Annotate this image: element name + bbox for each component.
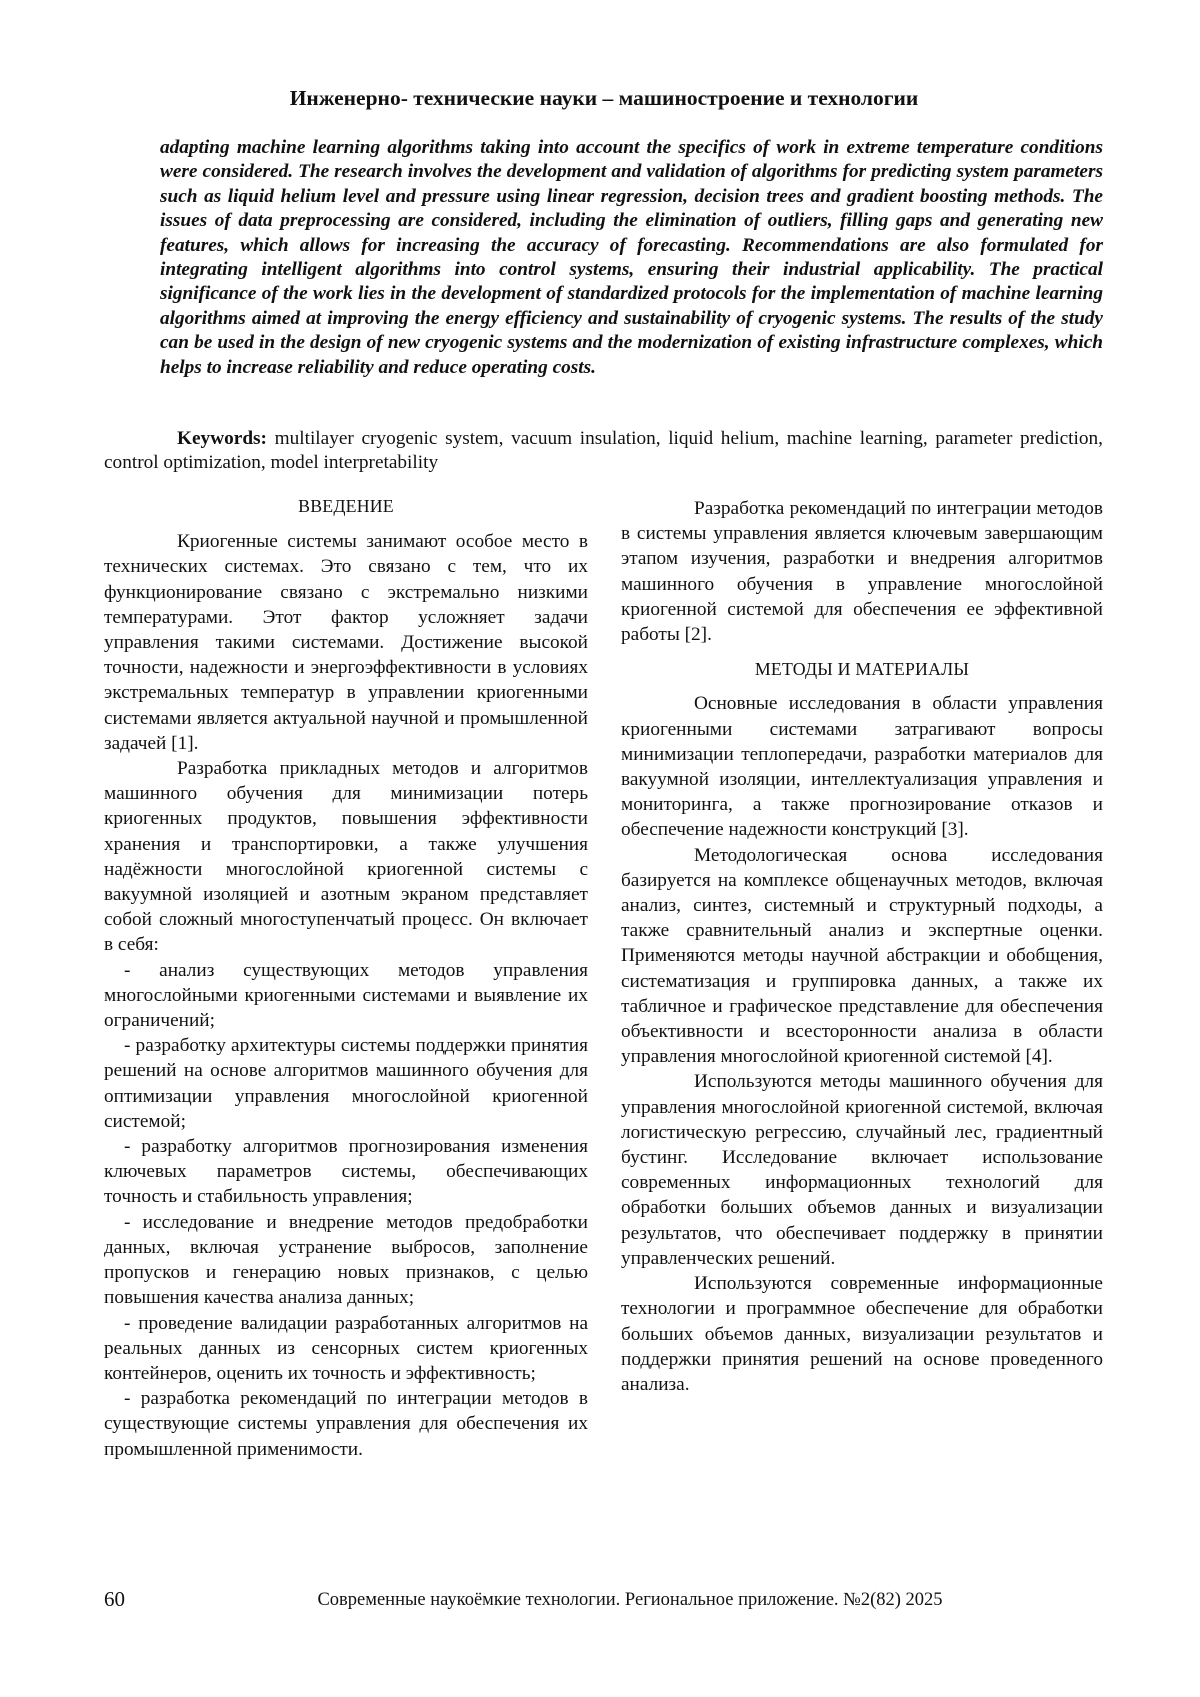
keywords bbox=[104, 427, 1103, 475]
paragraph: Используются современные информационные технологии и программное обеспечение для обработки больших объемов данных, визуализации результатов и поддержки принятия решений на основе проведенного анализа. bbox=[621, 1273, 1103, 1395]
keywords-text: multilayer cryogenic system, vacuum insulation, liquid helium, machine learning, parameter prediction, control optimization, model interpretability bbox=[104, 428, 1103, 473]
abstract-english: adapting machine learning algorithms taking into account the specifics of work in extreme temperature conditions were considered. The research involves the development and validation of algorithms for predicting system parameters such as liquid helium level and pressure using linear regression, decision trees and gradient boosting methods. The issues of data preprocessing are considered, including the elimination of outliers, filling gaps and generating new features, which allows for increasing the accuracy of forecasting. Recommendations are also formulated for integrating intelligent algorithms into control systems, ensuring their industrial applicability. The practical significance of the work lies in the development of standardized protocols for the implementation of machine learning algorithms aimed at improving the energy efficiency and sustainability of cryogenic systems. The results of the study can be used in the design of new cryogenic systems and the modernization of existing infrastructure complexes, which helps to increase reliability and reduce operating costs. bbox=[160, 137, 1103, 378]
left-column bbox=[104, 494, 588, 1462]
section-heading-introduction: ВВЕДЕНИЕ bbox=[298, 496, 394, 516]
list-item: - исследование и внедрение методов предобработки данных, включая устранение выбросов, заполнение пропусков и генерацию новых признаков, с целью повышения качества анализа данных; bbox=[104, 1211, 588, 1309]
list-item: - разработку архитектуры системы поддержки принятия решений на основе алгоритмов машинного обучения для оптимизации управления многослойной криогенной системой; bbox=[104, 1035, 588, 1132]
running-header: Инженерно- технические науки – машиностроение и технологии bbox=[289, 86, 919, 110]
paragraph: Криогенные системы занимают особое место в технических системах. Это связано с тем, что их функционирование связано с экстремально низкими температурами. Этот фактор усложняет задачи управления такими системами. Достижение высокой точности, надежности и энергоэффективности в условиях экстремальных температур в управлении криогенными системами является актуальной научной и промышленной задачей [1]. bbox=[104, 531, 588, 754]
section-heading-methods: МЕТОДЫ И МАТЕРИАЛЫ bbox=[754, 659, 970, 680]
list-item: - проведение валидации разработанных алгоритмов на реальных данных из сенсорных систем криогенных контейнеров, оценить их точность и эффективность; bbox=[104, 1312, 588, 1384]
paragraph: Разработка прикладных методов и алгоритмов машинного обучения для минимизации потерь криогенных продуктов, повышения эффективности хранения и транспортировки, а также улучшения надёжности многослойной криогенной системы с вакуумной изоляцией и азотным экраном представляет собой сложный многоступенчатый процесс. Он включает в себя: bbox=[104, 758, 588, 956]
page-number: 60 bbox=[104, 1587, 125, 1611]
keywords-label: Keywords: bbox=[177, 428, 267, 449]
paragraph: Разработка рекомендаций по интеграции методов в системы управления является ключевым завершающим этапом изучения, разработки и внедрения алгоритмов машинного обучения в управление многослойной криогенной системой для обеспечения ее эффективной работы [2]. bbox=[621, 498, 1103, 646]
paragraph: Используются методы машинного обучения для управления многослойной криогенной системой, включая логистическую регрессию, случайный лес, градиентный бустинг. Исследование включает использование современных информационных технологий для обработки больших объемов данных и визуализации результатов, что обеспечивает поддержку в принятии управленческих решений. bbox=[621, 1071, 1103, 1269]
paragraph: Основные исследования в области управления криогенными системами затрагивают вопросы минимизации теплопередачи, разработки материалов для вакуумной изоляции, интеллектуализация управления и мониторинга, а также прогнозирование отказов и обеспечение надежности конструкций [3]. bbox=[621, 693, 1103, 841]
list-item: - разработка рекомендаций по интеграции методов в существующие системы управления для обеспечения их промышленной применимости. bbox=[104, 1388, 588, 1460]
journal-footer: Современные наукоёмкие технологии. Региональное приложение. №2(82) 2025 bbox=[317, 1590, 943, 1610]
paragraph: Методологическая основа исследования базируется на комплексе общенаучных методов, включая анализ, синтез, системный и структурный подходы, а также сравнительный анализ и экспертные оценки. Применяются методы научной абстракции и обобщения, систематизация и группировка данных, а также их табличное и графическое представление для обеспечения объективности и всесторонности анализа в области управления многослойной криогенной системой [4]. bbox=[621, 844, 1103, 1068]
right-column bbox=[621, 496, 1103, 1397]
list-item: - анализ существующих методов управления многослойными криогенными системами и выявление их ограничений; bbox=[104, 959, 588, 1032]
list-item: - разработку алгоритмов прогнозирования изменения ключевых параметров системы, обеспечивающих точность и стабильность управления; bbox=[104, 1136, 588, 1208]
